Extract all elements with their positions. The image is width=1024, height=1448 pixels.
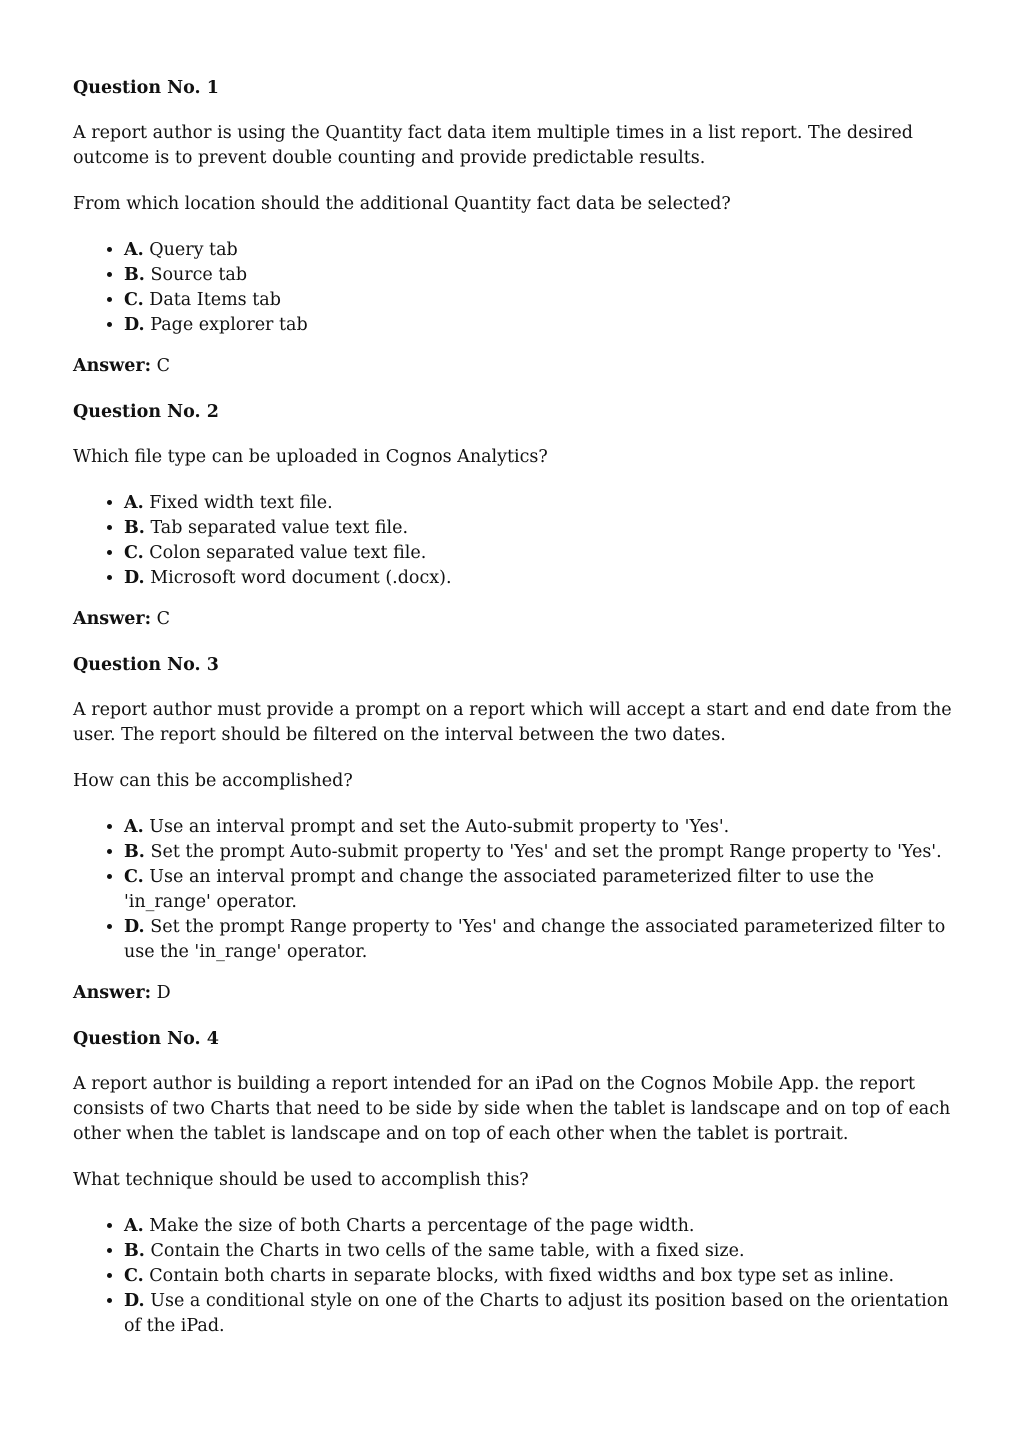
option-text: Use an interval prompt and change the associated parameterized filter to use the 'in_range' operator. bbox=[124, 867, 874, 912]
answer-label: Answer: bbox=[73, 356, 152, 376]
option-text: Use an interval prompt and set the Auto-submit property to 'Yes'. bbox=[149, 817, 730, 837]
option-letter: B. bbox=[124, 518, 145, 538]
option-text: Contain the Charts in two cells of the same table, with a fixed size. bbox=[150, 1241, 745, 1261]
answer-value: C bbox=[156, 609, 171, 629]
option-text: Make the size of both Charts a percentage of the page width. bbox=[149, 1216, 695, 1236]
option-letter: A. bbox=[124, 493, 144, 513]
option-letter: C. bbox=[124, 290, 144, 310]
option-text: Colon separated value text file. bbox=[149, 543, 427, 563]
option-a bbox=[124, 1214, 964, 1239]
question-text: Which file type can be uploaded in Cognos Analytics? bbox=[73, 447, 548, 467]
option-letter: A. bbox=[124, 1216, 144, 1236]
option-text: Tab separated value text file. bbox=[150, 518, 409, 538]
option-text: Contain both charts in separate blocks, with fixed widths and box type set as inline. bbox=[149, 1266, 895, 1286]
answer-value: C bbox=[156, 356, 171, 376]
answer-value: D bbox=[156, 983, 171, 1003]
option-a bbox=[124, 238, 964, 263]
question-title: Question No. 1 bbox=[73, 78, 219, 98]
option-letter: C. bbox=[124, 1266, 144, 1286]
options-list bbox=[73, 491, 964, 591]
question-2 bbox=[73, 400, 964, 632]
question-text: A report author is building a report intended for an iPad on the Cognos Mobile App. the report consists of two Charts that need to be side by side when the tablet is landscape and on top of each other when the tablet is landscape and on top of each other when the tablet is portrait. bbox=[73, 1074, 951, 1144]
options-list bbox=[73, 815, 964, 965]
option-a bbox=[124, 815, 964, 840]
options-list bbox=[73, 1214, 964, 1339]
question-title: Question No. 4 bbox=[73, 1029, 219, 1049]
option-b bbox=[124, 263, 964, 288]
option-letter: D. bbox=[124, 1291, 145, 1311]
option-c bbox=[124, 865, 964, 915]
option-letter: A. bbox=[124, 817, 144, 837]
option-letter: C. bbox=[124, 543, 144, 563]
option-text: Set the prompt Range property to 'Yes' and change the associated parameterized filter to use the 'in_range' operator. bbox=[124, 917, 946, 962]
option-b bbox=[124, 1239, 964, 1264]
question-prompt: How can this be accomplished? bbox=[73, 771, 353, 791]
option-d bbox=[124, 566, 964, 591]
option-d bbox=[124, 915, 964, 965]
question-4 bbox=[73, 1027, 964, 1339]
question-text: A report author must provide a prompt on a report which will accept a start and end date from the user. The report should be filtered on the interval between the two dates. bbox=[73, 700, 952, 745]
answer-label: Answer: bbox=[73, 983, 152, 1003]
question-3 bbox=[73, 653, 964, 1006]
option-letter: D. bbox=[124, 315, 145, 335]
answer-line bbox=[73, 981, 964, 1006]
option-b bbox=[124, 840, 964, 865]
option-text: Microsoft word document (.docx). bbox=[150, 568, 452, 588]
answer-line bbox=[73, 607, 964, 632]
option-c bbox=[124, 288, 964, 313]
options-list bbox=[73, 238, 964, 338]
option-letter: B. bbox=[124, 265, 145, 285]
option-text: Fixed width text file. bbox=[149, 493, 333, 513]
option-letter: D. bbox=[124, 568, 145, 588]
option-text: Query tab bbox=[149, 240, 238, 260]
option-c bbox=[124, 1264, 964, 1289]
answer-line bbox=[73, 354, 964, 379]
option-b bbox=[124, 516, 964, 541]
question-prompt: From which location should the additional Quantity fact data be selected? bbox=[73, 194, 731, 214]
question-text: A report author is using the Quantity fact data item multiple times in a list report. The desired outcome is to prevent double counting and provide predictable results. bbox=[73, 123, 913, 168]
question-title: Question No. 3 bbox=[73, 655, 219, 675]
option-letter: A. bbox=[124, 240, 144, 260]
option-a bbox=[124, 491, 964, 516]
option-text: Set the prompt Auto-submit property to 'Yes' and set the prompt Range property to 'Yes'. bbox=[150, 842, 942, 862]
option-text: Page explorer tab bbox=[150, 315, 308, 335]
answer-label: Answer: bbox=[73, 609, 152, 629]
option-letter: B. bbox=[124, 1241, 145, 1261]
option-text: Data Items tab bbox=[149, 290, 281, 310]
option-d bbox=[124, 313, 964, 338]
option-text: Use a conditional style on one of the Charts to adjust its position based on the orientation of the iPad. bbox=[124, 1291, 949, 1336]
option-d bbox=[124, 1289, 964, 1339]
option-letter: B. bbox=[124, 842, 145, 862]
question-title: Question No. 2 bbox=[73, 402, 219, 422]
option-text: Source tab bbox=[150, 265, 248, 285]
option-letter: D. bbox=[124, 917, 145, 937]
option-letter: C. bbox=[124, 867, 144, 887]
option-c bbox=[124, 541, 964, 566]
question-1 bbox=[73, 76, 964, 379]
question-prompt: What technique should be used to accomplish this? bbox=[73, 1170, 529, 1190]
